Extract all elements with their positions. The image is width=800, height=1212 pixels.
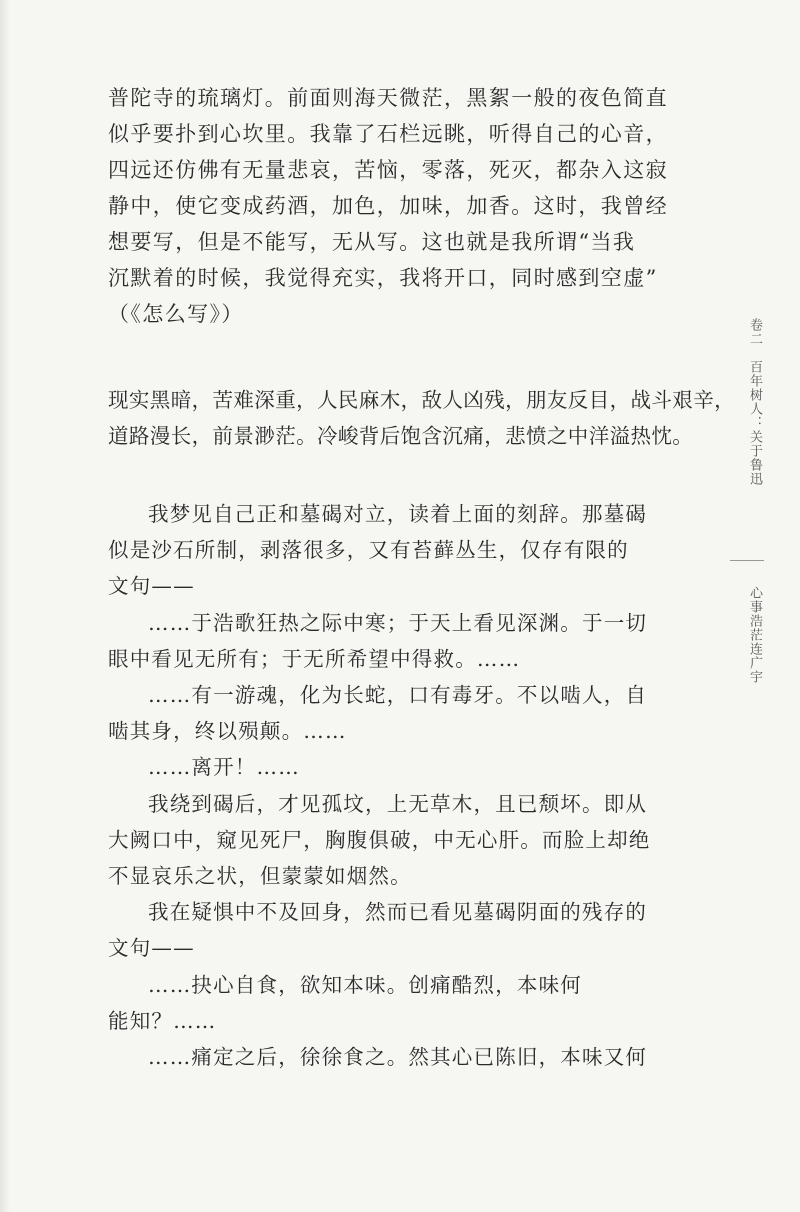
quote-line: 似乎要扑到心坎里。我靠了石栏远眺，听得自己的心音， <box>108 122 668 146</box>
passage-line: 我绕到碣后，才见孤坟，上无草木，且已颓坏。即从 <box>148 791 648 816</box>
side-divider <box>730 560 764 561</box>
passage-line: 啮其身，终以殒颠。…… <box>108 719 347 744</box>
running-header-volume: 卷二 百年树人：关于鲁迅 <box>747 318 762 486</box>
passage-line: 文句—— <box>108 574 195 599</box>
quote-line: 想要写，但是不能写，无从写。这也就是我所谓“当我 <box>108 230 636 254</box>
commentary-line: 现实黑暗，苦难深重，人民麻木，敌人凶残，朋友反目，战斗艰辛， <box>108 388 735 412</box>
running-header-book-title: 心事浩茫连广宇 <box>747 586 762 684</box>
passage-line: 我在疑惧中不及回身，然而已看见墓碣阴面的残存的 <box>148 900 648 925</box>
passage-line: 能知？…… <box>108 1008 217 1033</box>
quote-block <box>108 80 668 332</box>
passage-line: ……于浩歌狂热之际中寒；于天上看见深渊。于一切 <box>148 610 648 635</box>
quote-source: （《怎么写》） <box>108 302 244 326</box>
passage-line: 大阙口中，窥见死尸，胸腹俱破，中无心肝。而脸上却绝 <box>108 827 651 852</box>
commentary-line: 道路漫长，前景渺茫。冷峻背后饱含沉痛，悲愤之中洋溢热忱。 <box>108 424 694 448</box>
passage-line: 眼中看见无所有；于无所希望中得救。…… <box>108 646 521 671</box>
quote-line: 静中，使它变成药酒，加色，加味，加香。这时，我曾经 <box>108 194 668 218</box>
commentary-paragraph <box>108 382 735 454</box>
passage-line: ……有一游魂，化为长蛇，口有毒牙。不以啮人，自 <box>148 683 648 708</box>
passage-line: 似是沙石所制，剥落很多，又有苔藓丛生，仅存有限的 <box>108 538 629 563</box>
passage-line: 文句—— <box>108 936 195 961</box>
quote-line: 普陀寺的琉璃灯。前面则海天微茫，黑絮一般的夜色简直 <box>108 86 668 110</box>
quote-line: 四远还仿佛有无量悲哀，苦恼，零落，死灭，都杂入这寂 <box>108 158 668 182</box>
passage-line: ……离开！…… <box>148 755 300 780</box>
quoted-passage <box>108 496 651 1075</box>
passage-line: 我梦见自己正和墓碣对立，读着上面的刻辞。那墓碣 <box>148 502 648 526</box>
quote-line: 沉默着的时候，我觉得充实，我将开口，同时感到空虚” <box>108 266 658 290</box>
page-gutter-shadow <box>0 0 10 1212</box>
passage-line: ……抉心自食，欲知本味。创痛酷烈，本味何 <box>148 972 582 997</box>
passage-line: ……痛定之后，徐徐食之。然其心已陈旧，本味又何 <box>148 1045 648 1070</box>
passage-line: 不显哀乐之状，但蒙蒙如烟然。 <box>108 864 412 889</box>
